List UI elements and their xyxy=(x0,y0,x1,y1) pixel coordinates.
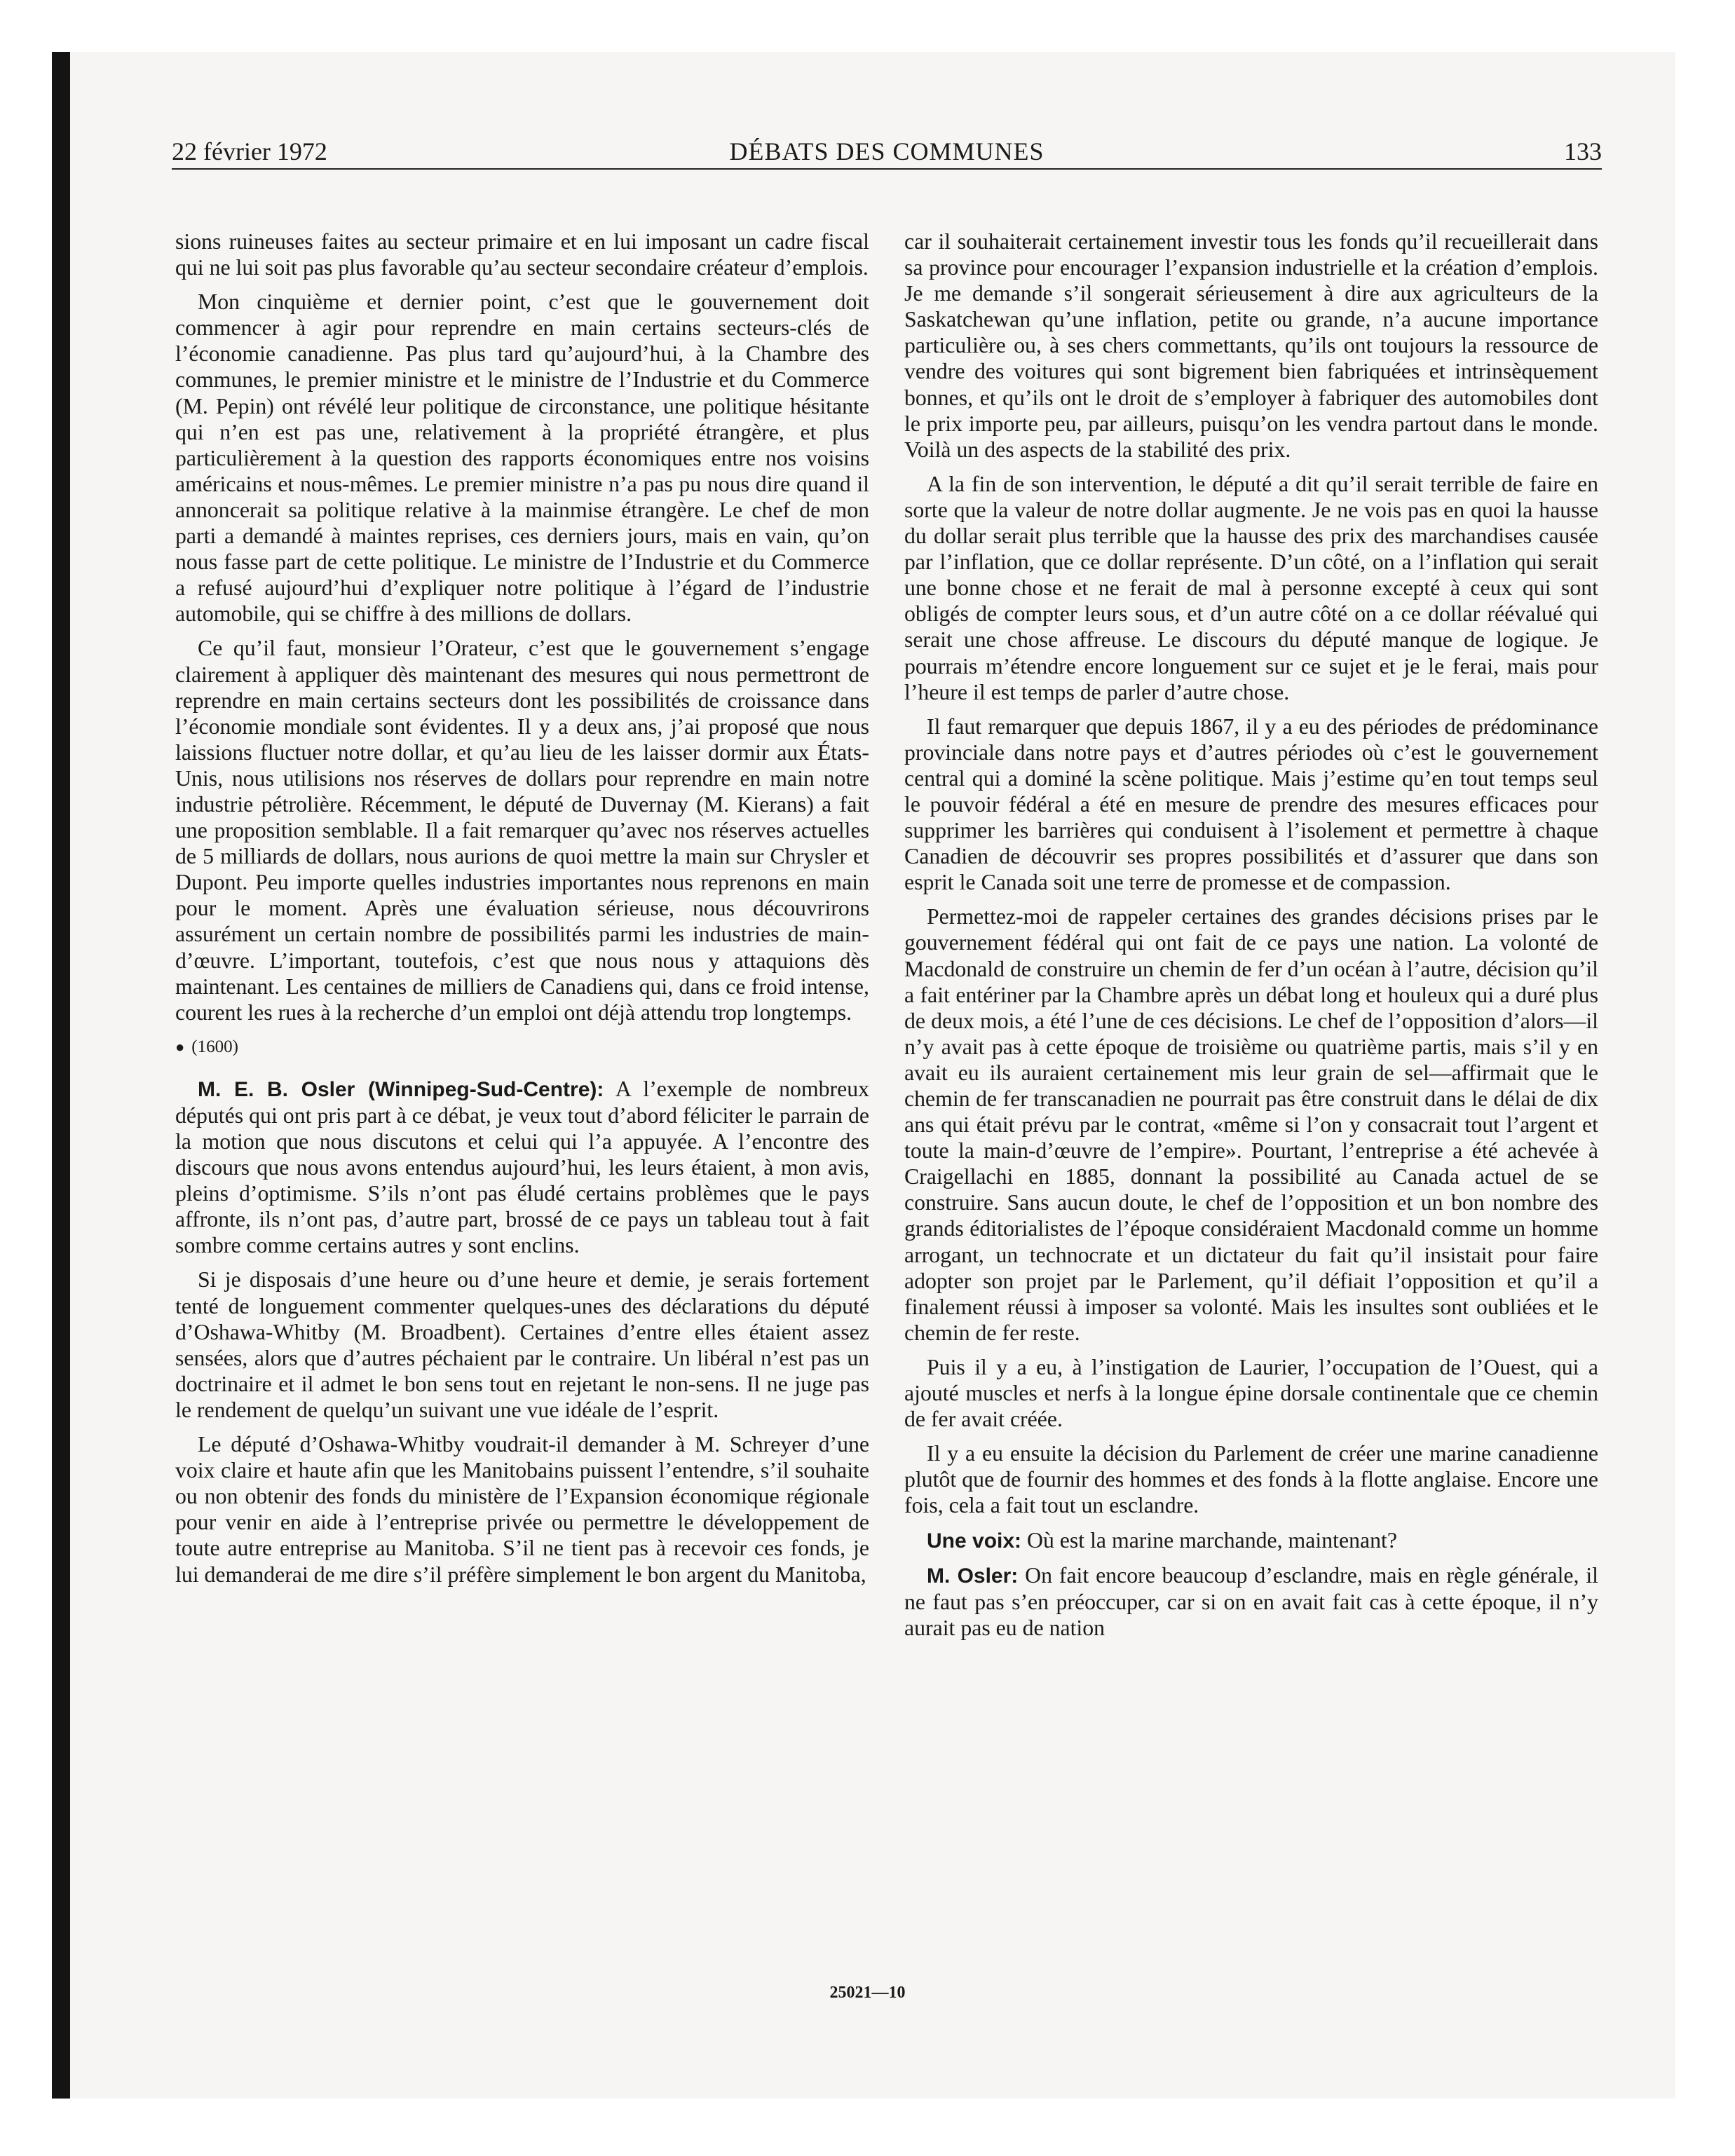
speaker-name: Une voix: xyxy=(927,1529,1022,1553)
paragraph: Il y a eu ensuite la décision du Parlement de créer une marine canadienne plutôt que de fournir des hommes et des fonds à la flotte anglaise. Encore une fois, cela a fait tout un esclandre. xyxy=(904,1441,1598,1518)
header-date: 22 février 1972 xyxy=(172,137,327,165)
paragraph: Il faut remarquer que depuis 1867, il y a eu des périodes de prédominance provinciale dans notre pays et d’autres périodes où c’est le gouvernement central qui a dominé la scène politique. Mais j’estime qu’en tout temps seul le pouvoir fédéral a été en mesure de prendre des mesures efficaces pour supprimer les barrières qui conduisent à l’isolement et permettre à chaque Canadien de découvrir ses propres possibilités et d’assurer que dans son esprit le Canada soit une terre de promesse et de compassion. xyxy=(904,714,1598,895)
header-title: DÉBATS DES COMMUNES xyxy=(729,137,1045,165)
paragraph: Mon cinquième et dernier point, c’est que le gouvernement doit commencer à agir pour reprendre en main certains secteurs-clés de l’économie canadienne. Pas plus tard qu’aujourd’hui, à la Chambre des communes, le premier ministre et le ministre de l’Industrie et du Commerce (M. Pepin) ont révélé leur politique de circonstance, une politique hésitante qui n’en est pas une, relativement à la propriété étrangère, et plus particulièrement à la question des rapports économiques entre nos voisins américains et nous-mêmes. Le premier ministre n’a pas pu nous dire quand il annoncerait sa politique relative à la mainmise étrangère. Le chef de mon parti a demandé à maintes reprises, ces derniers jours, mais en vain, qu’on nous fasse part de cette politique. Le ministre de l’Industrie et du Commerce a refusé aujourd’hui d’expliquer notre politique à l’égard de l’industrie automobile, qui se chiffre à des millions de dollars. xyxy=(175,289,869,627)
paragraph: Si je disposais d’une heure ou d’une heure et demie, je serais fortement tenté de longuement commenter quelques-unes des déclarations du député d’Oshawa-Whitby (M. Broadbent). Certaines d’entre elles étaient assez sensées, alors que d’autres péchaient par le contraire. Un libéral n’est pas un doctrinaire et il admet le bon sens tout en rejetant le non-sens. Il ne juge pas le rendement de quelqu’un suivant une vue idéale de l’esprit. xyxy=(175,1267,869,1422)
speech-text: On fait encore beaucoup d’esclandre, mais en règle générale, il ne faut pas s’en préoccuper, car si on en avait fait cas à cette époque, il n’y aurait pas eu de nation xyxy=(904,1562,1598,1640)
paragraph: Permettez-moi de rappeler certaines des grandes décisions prises par le gouvernement fédéral qui ont fait de ce pays une nation. La volonté de Macdonald de construire un chemin de fer d’un océan à l’autre, décision qu’il a fait entériner par la Chambre après un débat long et houleux qui a duré plus de deux mois, a été l’une de ces décisions. Le chef de l’opposition d’alors—il n’y avait pas à cette époque de troisième ou quatrième partis, mais s’il y en avait eu ils auraient certainement mis leur grain de sel—affirmait que le chemin de fer transcanadien ne pourrait pas être construit dans le délai de dix ans qui était prévu par le contrat, «même si l’on y consacrait tout l’argent et toute la main-d’œuvre de l’empire». Pourtant, l’entreprise a été achevée à Craigellachi en 1885, donnant la possibilité au Canada actuel de se construire. Sans aucun doute, le chef de l’opposition et un bon nombre des grands éditorialistes de l’époque considéraient Macdonald comme un homme arrogant, un technocrate et un dictateur du fait qu’il insistait pour faire adopter son projet par le Parlement, qu’il défiait l’opposition et qu’il a finalement réussi à imposer sa volonté. Mais les insultes sont oubliées et le chemin de fer reste. xyxy=(904,904,1598,1345)
left-column xyxy=(175,228,869,1596)
speaker-name: M. Osler: xyxy=(927,1564,1019,1588)
paragraph: A la fin de son intervention, le député a dit qu’il serait terrible de faire en sorte que la valeur de notre dollar augmente. Je ne vois pas en quoi la hausse du dollar serait plus terrible que la hausse des prix des marchandises causée par l’inflation, que ce dollar représente. D’un côté, on a l’inflation qui serait une bonne chose et ne ferait de mal à personne excepté à ceux qui sont obligés de compter leurs sous, et d’un autre côté on a ce dollar réévalué qui serait une chose affreuse. Le discours du député manque de logique. Je pourrais m’étendre encore longuement sur ce sujet et je le ferai, mais pour l’heure il est temps de parler d’autre chose. xyxy=(904,471,1598,704)
paragraph: Puis il y a eu, à l’instigation de Laurier, l’occupation de l’Ouest, qui a ajouté muscles et nerfs à la longue épine dorsale continentale que ce chemin de fer avait créée. xyxy=(904,1354,1598,1432)
scan-edge xyxy=(52,52,70,2099)
timestamp xyxy=(175,1037,869,1058)
paragraph: Le député d’Oshawa-Whitby voudrait-il demander à M. Schreyer d’une voix claire et haute afin que les Manitobains puissent l’entendre, s’il souhaite ou non obtenir des fonds du ministère de l’Expansion économique régionale pour venir en aide à l’entreprise privée ou permettre le développement de toute autre entreprise au Manitoba. S’il ne tient pas à recevoir ces fonds, je lui demanderai de me dire s’il préfère simplement le bon argent du Manitoba, xyxy=(175,1432,869,1587)
paragraph: sions ruineuses faites au secteur primaire et en lui imposant un cadre fiscal qui ne lui soit pas plus favorable qu’au secteur secondaire créateur d’emplois. xyxy=(175,229,869,280)
right-column xyxy=(904,228,1598,1649)
paragraph: Ce qu’il faut, monsieur l’Orateur, c’est que le gouvernement s’engage clairement à appliquer dès maintenant des mesures qui nous permettront de reprendre en main certains secteurs dont les possibilités de croissance dans l’économie mondiale sont évidentes. Il y a deux ans, j’ai proposé que nous laissions fluctuer notre dollar, et qu’au lieu de les laisser dormir aux États-Unis, nous utilisions nos réserves de dollars pour reprendre en main notre industrie pétrolière. Récemment, le député de Duvernay (M. Kierans) a fait une proposition semblable. Il a fait remarquer qu’avec nos réserves actuelles de 5 milliards de dollars, nous aurions de quoi mettre la main sur Chrysler et Dupont. Peu importe quelles industries importantes nous reprenons en main pour le moment. Après une évaluation sérieuse, nous découvrirons assurément un certain nombre de possibilités parmi les industries de main-d’œuvre. L’important, toutefois, c’est que nous nous y attaquions dès maintenant. Les centaines de milliers de Canadiens qui, dans ce froid intense, courent les rues à la recherche d’un emploi ont déjà attendu trop longtemps. xyxy=(175,636,869,1025)
speech-text: A l’exemple de nombreux députés qui ont pris part à ce débat, je veux tout d’abord féliciter le parrain de la motion que nous discutons et celui qui l’a appuyée. A l’encontre des discours que nous avons entendus aujourd’hui, les leurs étaient, à mon avis, pleins d’optimisme. S’ils n’ont pas éludé certains problèmes que le pays affronte, ils n’ont pas, d’autre part, brossé de ce pays un tableau tout à fait sombre comme certains autres y sont enclins. xyxy=(175,1076,869,1258)
speaker-name: M. E. B. Osler (Winnipeg-Sud-Centre): xyxy=(198,1077,604,1101)
page-number: 133 xyxy=(1564,137,1602,165)
speech xyxy=(904,1562,1598,1641)
paragraph: car il souhaiterait certainement investir tous les fonds qu’il recueillerait dans sa province pour encourager l’expansion industrielle et la création d’emplois. Je me demande s’il songerait sérieusement à dire aux agriculteurs de la Saskatchewan qu’une inflation, petite ou grande, n’a aucune importance particulière ou, à ses chers commettants, qu’ils ont toujours la ressource de vendre des voitures qui sont bigrement bien fabriquées et intrinsèquement bonnes, et qu’ils ont le droit de s’employer à fabriquer des automobiles dont le prix importe peu, par ailleurs, puisqu’on les vendra partout dans le monde. Voilà un des aspects de la stabilité des prix. xyxy=(904,229,1598,462)
bullet-icon: ● xyxy=(175,1037,185,1056)
timestamp-text: (1600) xyxy=(191,1037,238,1056)
speech xyxy=(175,1076,869,1259)
speech-text: Où est la marine marchande, maintenant? xyxy=(1026,1527,1397,1553)
page-header xyxy=(172,137,1602,170)
speech xyxy=(904,1527,1598,1554)
footer-code: 25021—10 xyxy=(829,1984,906,2002)
